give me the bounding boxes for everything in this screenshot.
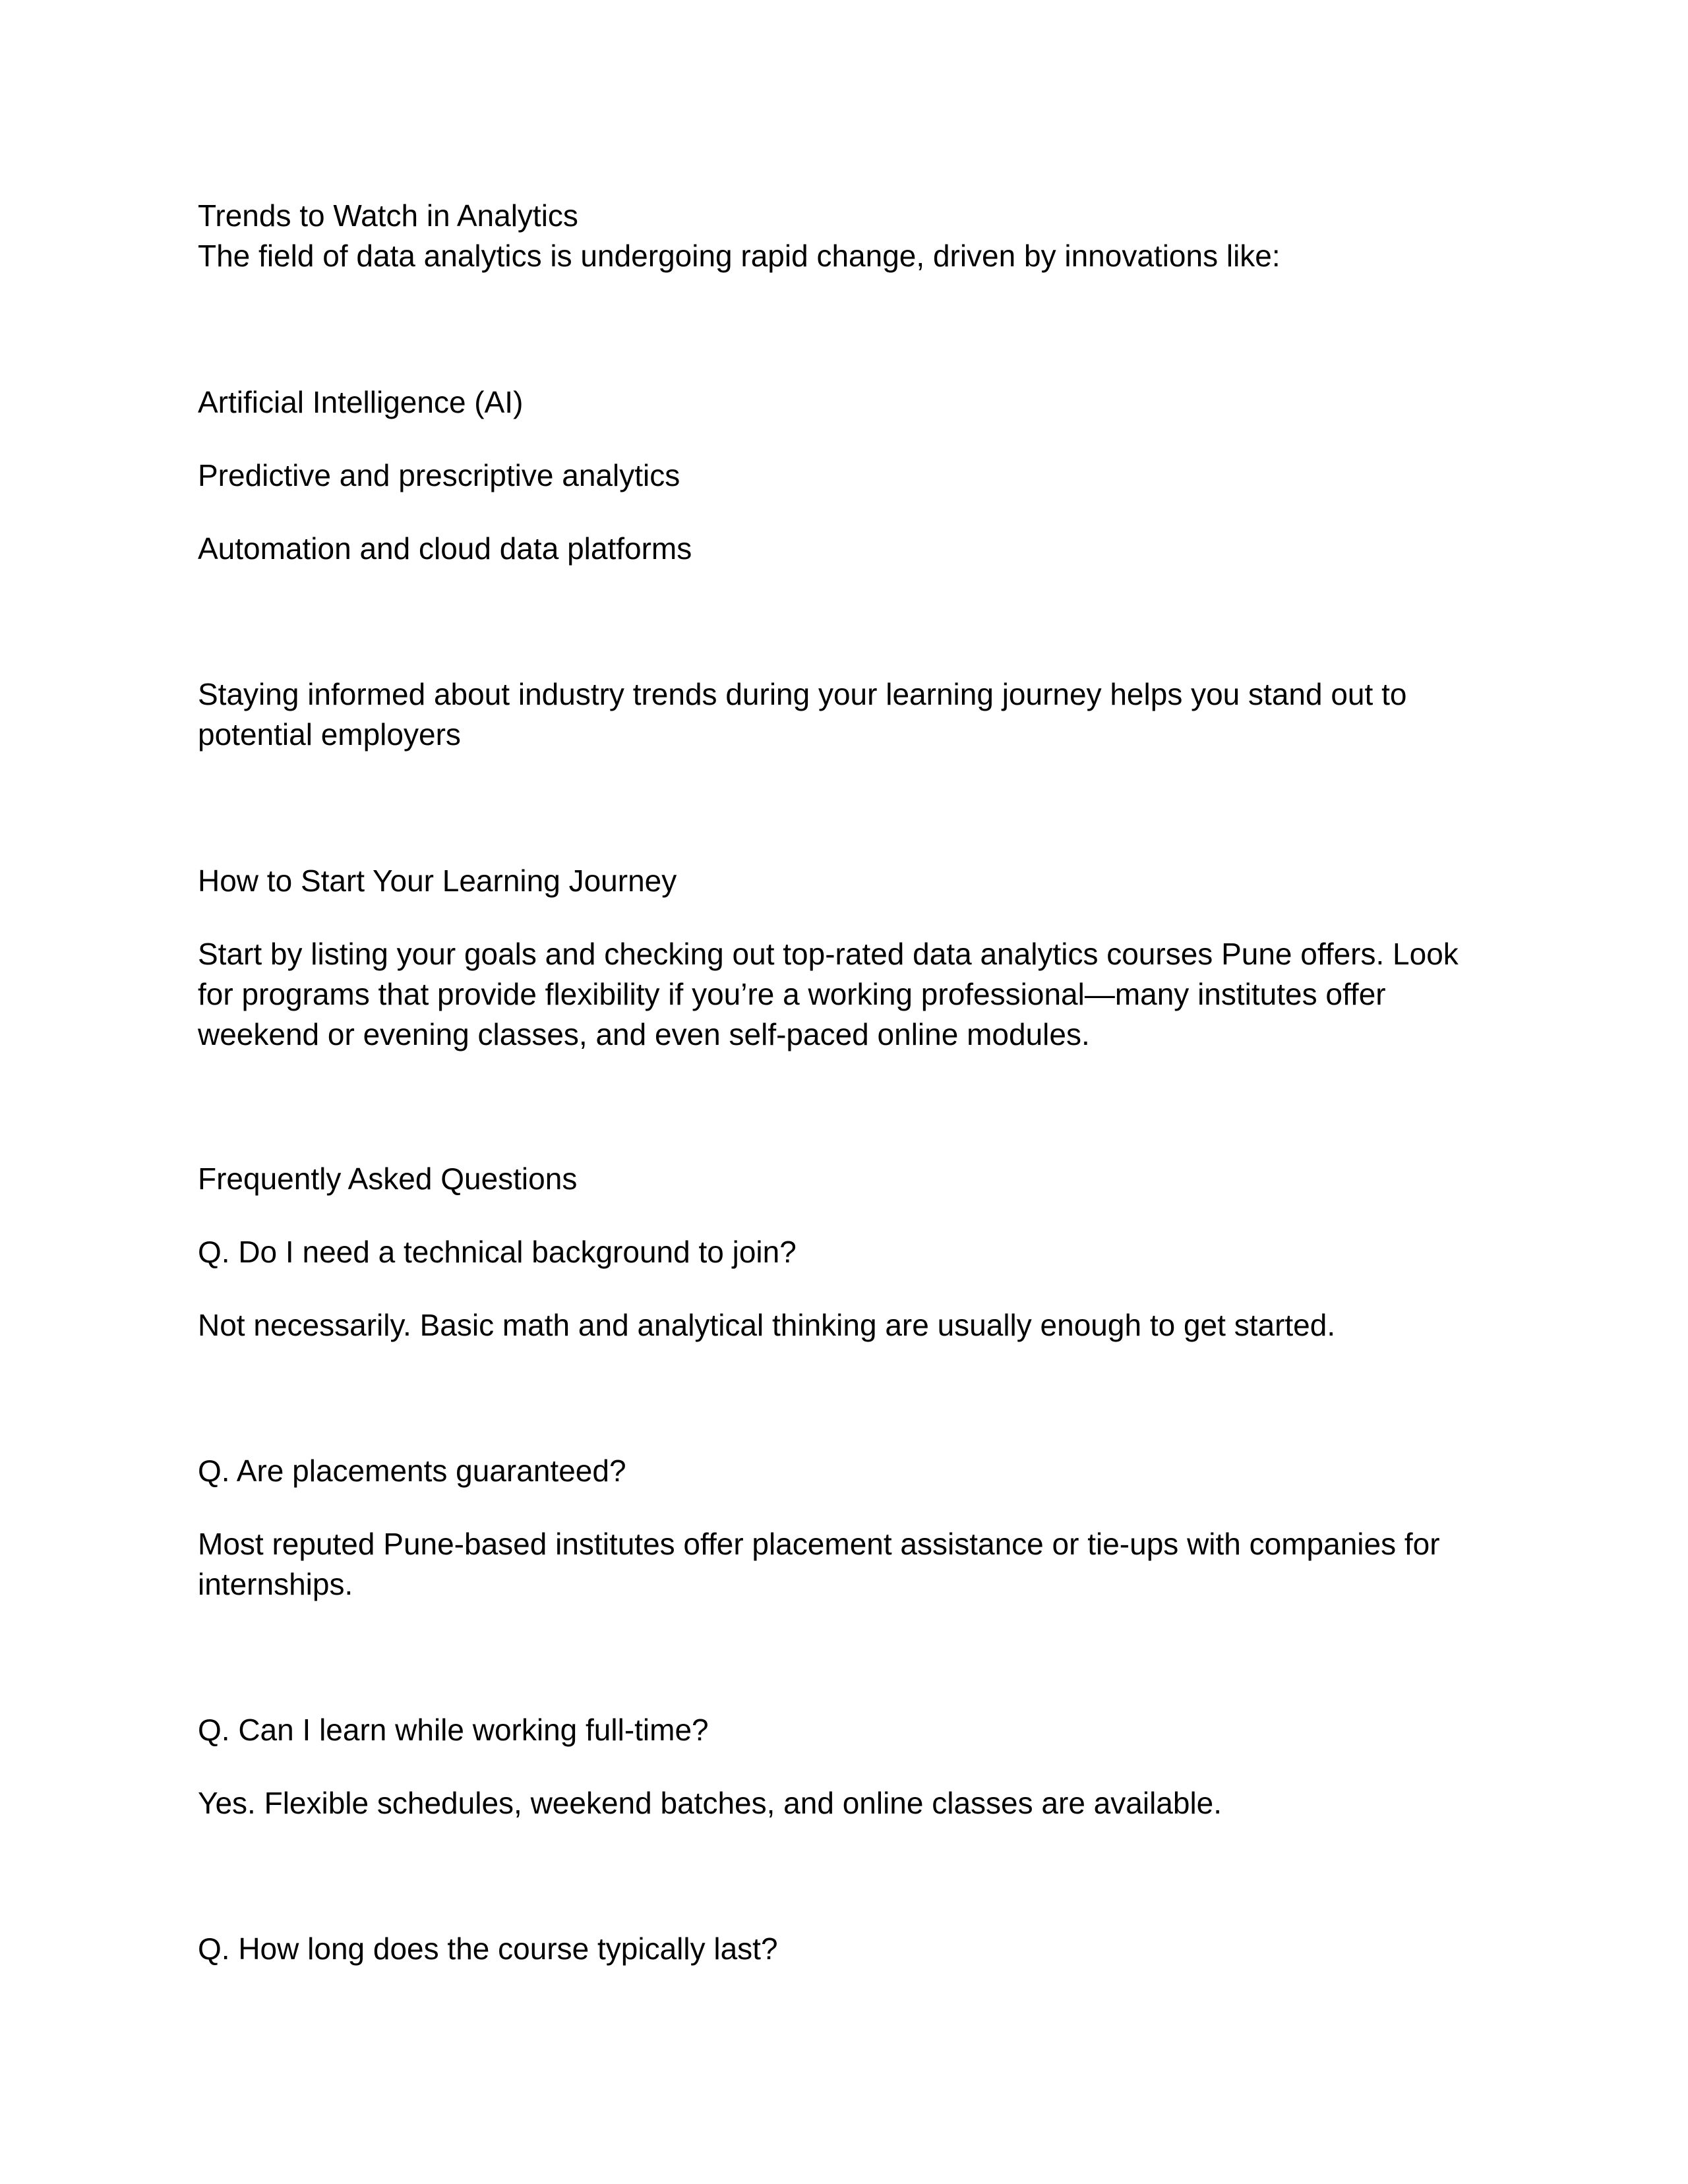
faq-question: Q. Can I learn while working full-time?: [198, 1713, 709, 1747]
faq-answer: Most reputed Pune-based institutes offer placement assistance or tie-ups with companies for internships.: [198, 1527, 1440, 1601]
faq-answer: Not necessarily. Basic math and analytical thinking are usually enough to get started.: [198, 1308, 1336, 1342]
faq-answer: Yes. Flexible schedules, weekend batches, and online classes are available.: [198, 1786, 1222, 1820]
trend-item-automation: Automation and cloud data platforms: [198, 531, 692, 566]
faq-question: Q. Do I need a technical background to join?: [198, 1235, 797, 1269]
trends-heading: Trends to Watch in Analytics: [198, 198, 578, 233]
faq-heading: Frequently Asked Questions: [198, 1162, 578, 1196]
trend-item-predictive: Predictive and prescriptive analytics: [198, 458, 680, 492]
trends-intro: The field of data analytics is undergoing rapid change, driven by innovations like:: [198, 239, 1281, 273]
start-body: Start by listing your goals and checking out top-rated data analytics courses Pune offers. Look for programs that provide flexibility if you’re a working professional—many institutes offer weekend or evening classes, and even self-paced online modules.: [198, 937, 1459, 1051]
faq-question: Q. Are placements guaranteed?: [198, 1454, 626, 1488]
trend-item-ai: Artificial Intelligence (AI): [198, 385, 524, 419]
trends-note: Staying informed about industry trends during your learning journey helps you stand out to potential employers: [198, 677, 1407, 752]
faq-question: Q. How long does the course typically last?: [198, 1932, 778, 1966]
start-heading: How to Start Your Learning Journey: [198, 864, 677, 898]
